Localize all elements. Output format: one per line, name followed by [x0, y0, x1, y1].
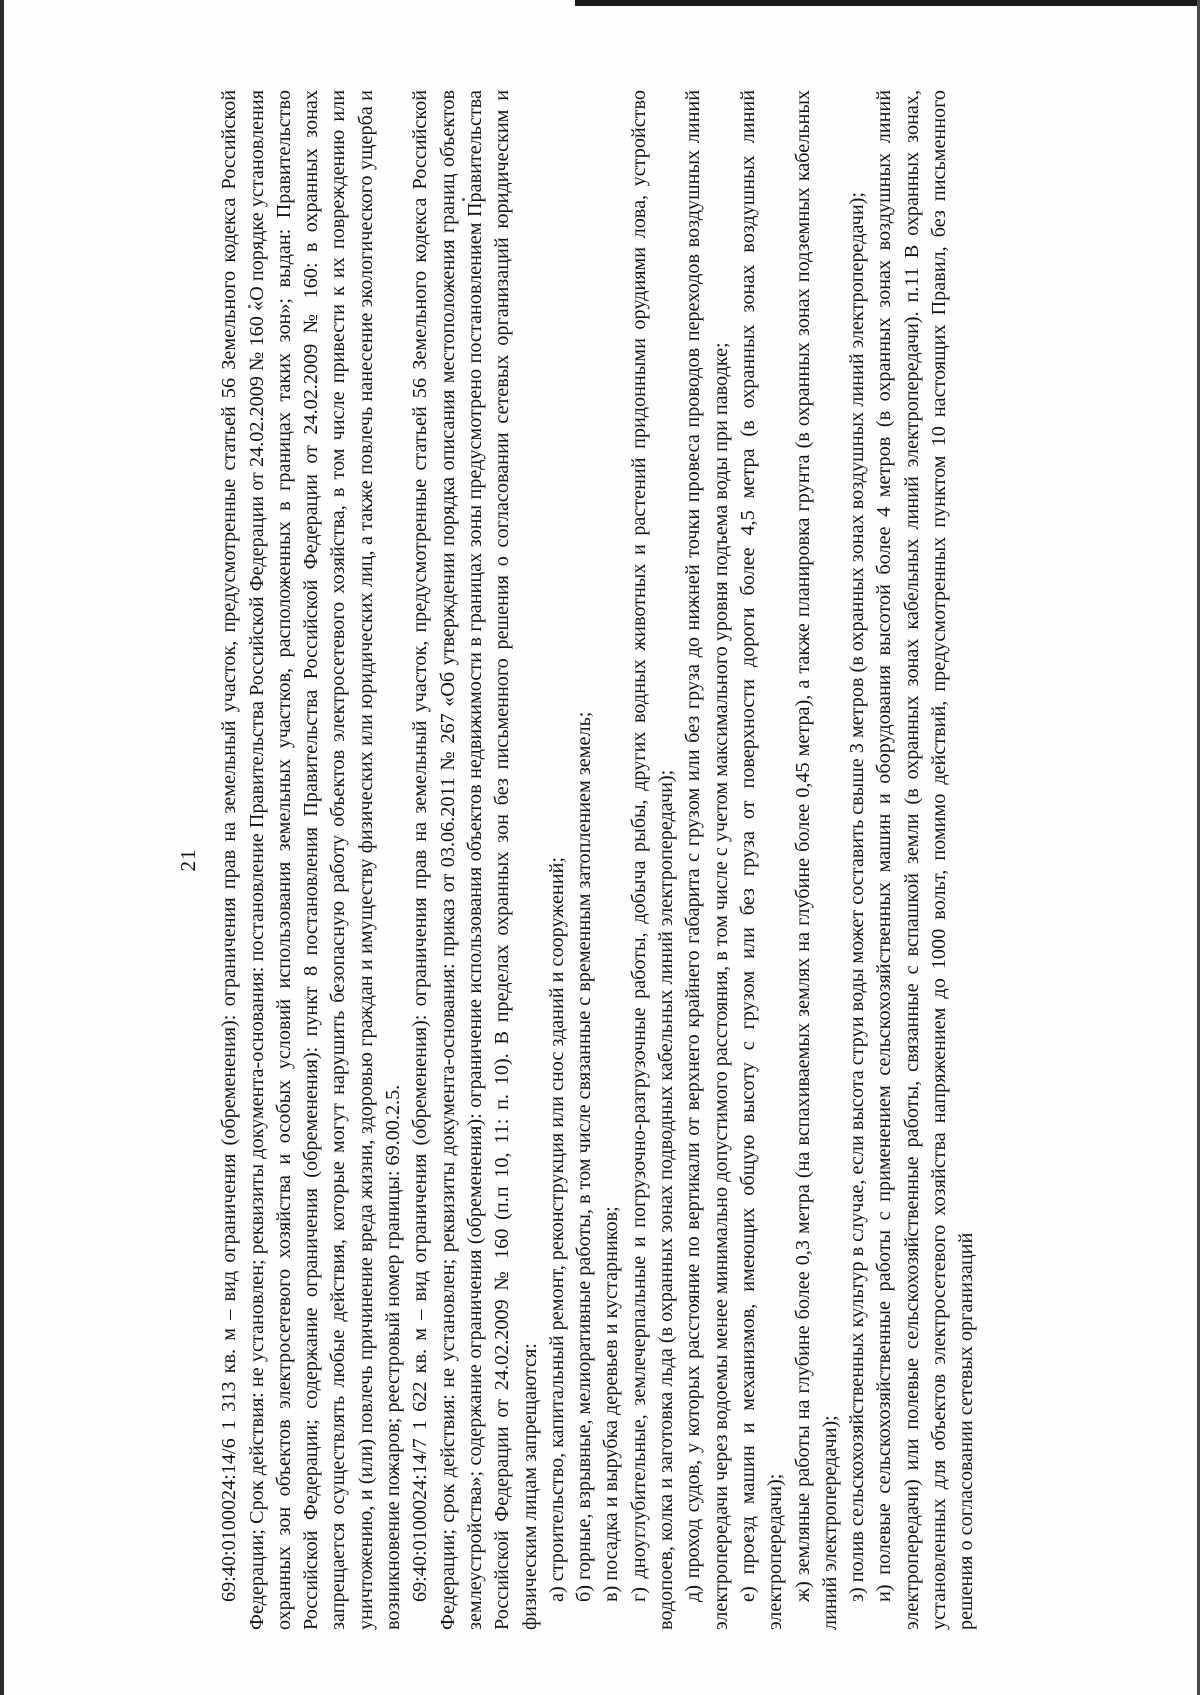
paragraph-zone-14-7: 69:40:0100024:14/7 1 622 кв. м – вид ограничения (обременения): ограничения прав на земельный участок, предусмотренные статьей 56 Земельного кодекса Российской Федерации; срок действия: не установлен; реквизиты документа-основания: приказ от 03.06.2011 № 267 «Об утверждении порядка описания местоположения границ объектов землеустройства»; содержание ограничения (обременения): ограничение использования объектов недвижимости в границах зоны предусмотрено постановлением Правительства Российской Федерации от 24.02.2009 № 160 (п.п 10, 11: п. 10). В пределах охранных зон без письменного решения о согласовании сетевых организаций юридическим и физическим лицам запрещаются:	[409, 90, 541, 1630]
scan-edge-top	[575, 0, 1200, 6]
list-item-g: г) дноуглубительные, землечерпальные и погрузочно-разгрузочные работы, добыча рыбы, других водных животных и растений придонными орудиями лова, устройство водопоев, колка и заготовка льда (в охранных зонах подводных кабельных линий электропередачи);	[627, 90, 678, 1630]
page-number: 21	[176, 848, 200, 872]
list-item-e: е) проезд машин и механизмов, имеющих общую высоту с грузом или без груза от поверхности дороги более 4,5 метра (в охранных зонах воздушных линий электропередачи);	[736, 90, 787, 1630]
list-item-v: в) посадка и вырубка деревьев и кустарников;	[600, 1206, 623, 1602]
list-item-zh: ж) земляные работы на глубине более 0,3 метра (на вспахиваемых землях на глубине более 0,45 метра), а также планировка грунта (в охранных зонах подземных кабельных линий электропередачи);	[791, 90, 841, 1630]
scan-edge-left	[0, 0, 4, 1695]
list-item-d: д) проход судов, у которых расстояние по вертикали от верхнего крайнего габарита с грузом или без груза до нижней точки провеса проводов переходов воздушных линий электропередачи через водоемы менее минимально допустимого расстояния, в том числе с учетом максимального уровня подъема воды при паводке;	[682, 90, 732, 1630]
list-item-b: б) горные, взрывные, мелиоративные работы, в том числе связанные с временным затоплением земель;	[573, 711, 596, 1602]
paragraph-zone-14-6: 69:40:0100024:14/6 1 313 кв. м – вид ограничения (обременения): ограничения прав на земельный участок, предусмотренные статьей 56 Земельного кодекса Российской Федерации; Срок действия: не установлен; реквизиты документа-основания: постановление Правительства Российской Федерации от 24.02.2009 № 160 «О порядке установления охранных зон объектов электросетевого хозяйства и особых условий использования земельных участков, расположенных в границах таких зон»; выдан: Правительство Российской Федерации; содержание ограничения (обременения): пункт 8 постановления Правительства Российской Федерации от 24.02.2009 № 160: в охранных зонах запрещается осуществлять любые действия, которые могут нарушить безопасную работу объектов электросетевого хозяйства, в том числе привести к их повреждению или уничтожению, и (или) повлечь причинение вреда жизни, здоровью граждан и имуществу физических или юридических лиц, а также повлечь нанесение экологического ущерба и возникновение пожаров; реестровый номер границы: 69.00.2.5.	[218, 90, 405, 1630]
list-item-i: и) полевые сельскохозяйственные работы с применением сельскохозяйственных машин и оборудования высотой более 4 метров (в охранных зонах воздушных линий электропередачи) или полевые сельскохозяйственные работы, связанные с вспашкой земли (в охранных зонах кабельных линий электропередачи). п.11 В охранных зонах, установленных для объектов электросетевого хозяйства напряжением до 1000 вольт, помимо действий, предусмотренных пунктом 10 настоящих Правил, без письменного решения о согласовании сетевых организаций	[873, 90, 978, 1630]
list-item-a: а) строительство, капитальный ремонт, реконструкция или снос зданий и сооружений;	[545, 857, 568, 1602]
rotated-text-block	[175, 90, 1085, 1630]
list-item-z: з) полив сельскохозяйственных культур в случае, если высота струи воды может составить свыше 3 метров (в охранных зонах воздушных линий электропередачи);	[846, 192, 869, 1602]
